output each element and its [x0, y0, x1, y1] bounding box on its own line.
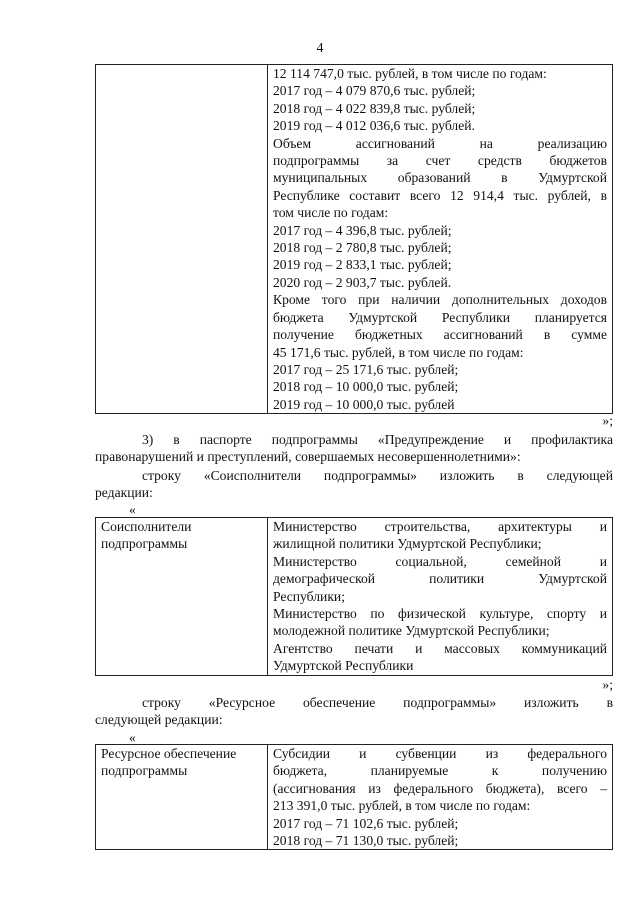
paragraph-coexecutors-line-1: строку «Соисполнители подпрограммы» изложить в следующей	[142, 468, 613, 483]
resource-table-continued	[95, 64, 613, 414]
table1-line: 2019 год – 2 833,1 тыс. рублей;	[273, 257, 452, 273]
table1-line: получение бюджетных ассигнований в сумме	[273, 327, 607, 343]
table1-line: 12 114 747,0 тыс. рублей, в том числе по годам:	[273, 66, 547, 81]
table1-line: 2020 год – 2 903,7 тыс. рублей.	[273, 274, 452, 290]
table3-line: 2017 год – 71 102,6 тыс. рублей;	[273, 815, 459, 831]
table3-left-line-1: Ресурсное обеспечение	[101, 746, 237, 761]
table3-left-cell	[96, 745, 268, 850]
table2-line: Удмуртской Республики	[273, 658, 414, 674]
paragraph-resources-line-1: строку «Ресурсное обеспечение подпрограммы» изложить в	[142, 695, 613, 710]
table1-line: 2018 год – 2 780,8 тыс. рублей;	[273, 240, 452, 256]
table2-line: Министерство по физической культуре, спорту и	[273, 606, 607, 622]
opening-quote-2: «	[129, 730, 136, 745]
table1-line: том числе по годам:	[273, 205, 389, 221]
table1-line: 2017 год – 25 171,6 тыс. рублей;	[273, 361, 459, 377]
table1-line: бюджета Удмуртской Республики планируется	[273, 309, 607, 325]
table1-line: муниципальных образований в Удмуртской	[273, 170, 607, 186]
table1-right-cell	[268, 65, 613, 414]
table3-line: 213 391,0 тыс. рублей, в том числе по годам:	[273, 798, 531, 814]
table2-line: молодежной политике Удмуртской Республики;	[273, 623, 550, 639]
table2-left-line-1: Соисполнители	[101, 519, 192, 534]
table3-right-cell	[268, 745, 613, 850]
table1-line: 2017 год – 4 079 870,6 тыс. рублей;	[273, 83, 476, 99]
paragraph-resources	[95, 694, 613, 729]
table2-left-cell	[96, 518, 268, 676]
paragraph-resources-line-2: следующей редакции:	[95, 712, 223, 728]
table3-line: Субсидии и субвенции из федерального	[273, 746, 607, 761]
paragraph-3-line-1: 3) в паспорте подпрограммы «Предупреждение и профилактика	[142, 432, 613, 447]
table1-line: 45 171,6 тыс. рублей, в том числе по годам:	[273, 344, 524, 360]
table1-line: подпрограммы за счет средств бюджетов	[273, 153, 607, 169]
table3-lines	[273, 745, 607, 849]
table1-line: 2018 год – 10 000,0 тыс. рублей;	[273, 379, 459, 395]
table2-right-cell	[268, 518, 613, 676]
closing-quote-2: »;	[602, 677, 613, 692]
table2-left-line-2: подпрограммы	[101, 536, 188, 552]
table3-line: (ассигнования из федерального бюджета), всего –	[273, 780, 607, 796]
table3-line: 2018 год – 71 130,0 тыс. рублей;	[273, 833, 459, 849]
table1-line: Республике составит всего 12 914,4 тыс. рублей, в	[273, 187, 607, 203]
table2-line: Министерство строительства, архитектуры и	[273, 519, 607, 534]
table2-line: жилищной политики Удмуртской Республики;	[273, 536, 542, 552]
table2-line: Республики;	[273, 588, 345, 604]
table1-left-cell	[96, 65, 268, 414]
table2-line: Агентство печати и массовых коммуникаций	[273, 640, 607, 656]
table1-line: Кроме того при наличии дополнительных доходов	[273, 292, 607, 308]
table1-line: Объем ассигнований на реализацию	[273, 135, 607, 151]
opening-quote: «	[129, 502, 136, 517]
paragraph-coexecutors-line-2: редакции:	[95, 485, 153, 501]
paragraph-3	[95, 431, 613, 466]
table2-lines	[273, 518, 607, 675]
paragraph-coexecutors	[95, 467, 613, 502]
table2-line: демографической политики Удмуртской	[273, 571, 607, 587]
table3-left-line-2: подпрограммы	[101, 763, 188, 779]
table1-line: 2019 год – 4 012 036,6 тыс. рублей.	[273, 118, 475, 134]
table1-line: 2018 год – 4 022 839,8 тыс. рублей;	[273, 100, 476, 116]
table2-line: Министерство социальной, семейной и	[273, 553, 607, 569]
table1-lines	[273, 65, 607, 413]
coexecutors-table	[95, 517, 613, 676]
resource-support-table	[95, 744, 613, 850]
table1-line: 2017 год – 4 396,8 тыс. рублей;	[273, 222, 452, 238]
page-number: 4	[316, 41, 324, 56]
paragraph-3-line-2: правонарушений и преступлений, совершаемых несовершеннолетними»:	[95, 449, 521, 465]
table3-line: бюджета, планируемые к получению	[273, 763, 607, 779]
closing-quote: »;	[602, 413, 613, 428]
table1-line: 2019 год – 10 000,0 тыс. рублей	[273, 396, 455, 412]
